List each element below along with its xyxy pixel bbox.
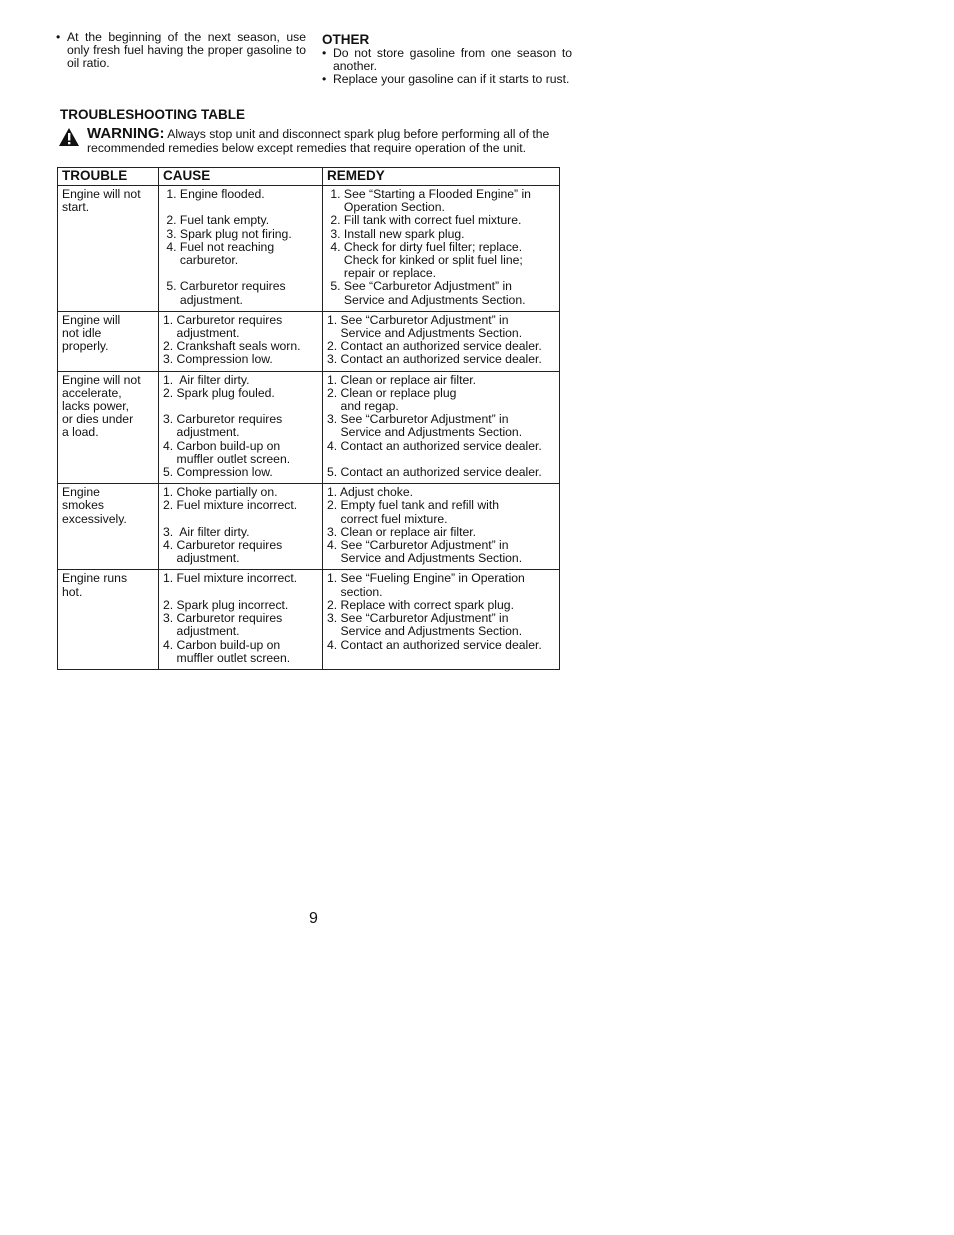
- storage-tip-section: [56, 31, 306, 70]
- cause-cell: [159, 484, 323, 570]
- remedy-line: and regap.: [327, 399, 399, 414]
- trouble-cell: [58, 371, 159, 484]
- remedy-line: 4. Contact an authorized service dealer.: [327, 637, 542, 652]
- remedy-line: 3. Clean or replace air filter.: [327, 524, 477, 539]
- table-row: [58, 570, 560, 669]
- table-row: [58, 186, 560, 312]
- remedy-line: 5. Contact an authorized service dealer.: [327, 465, 542, 480]
- trouble-line: a load.: [62, 425, 99, 440]
- remedy-line: Service and Adjustments Section.: [327, 292, 526, 307]
- warning-label: WARNING:: [87, 125, 165, 142]
- remedy-line: 1. Clean or replace air filter.: [327, 372, 477, 387]
- remedy-line: 1. See “Carburetor Adjustment” in: [327, 312, 509, 327]
- remedy-line: 2. Fill tank with correct fuel mixture.: [327, 213, 522, 228]
- remedy-line: 1. See “Starting a Flooded Engine” in: [327, 187, 531, 201]
- cause-line: adjustment.: [163, 425, 240, 440]
- cause-line: 4. Carburetor requires: [163, 538, 283, 553]
- cause-line: adjustment.: [163, 292, 243, 307]
- remedy-line: repair or replace.: [327, 266, 437, 281]
- remedy-line: Service and Adjustments Section.: [327, 551, 523, 566]
- cause-line: 3. Compression low.: [163, 352, 273, 367]
- cause-line: muffler outlet screen.: [163, 650, 291, 665]
- page-number: 9: [309, 910, 318, 927]
- remedy-line: section.: [327, 584, 383, 599]
- cause-line: 3. Air filter dirty.: [163, 524, 250, 539]
- cause-line: 3. Spark plug not firing.: [163, 226, 292, 241]
- trouble-line: Engine will not: [62, 372, 141, 387]
- table-body: [58, 186, 560, 670]
- trouble-line: lacks power,: [62, 399, 130, 414]
- cause-line: 4. Carbon build-up on: [163, 637, 281, 652]
- cause-line: 1. Choke partially on.: [163, 485, 278, 500]
- cause-cell: [159, 186, 323, 312]
- cause-line: 3. Carburetor requires: [163, 611, 283, 626]
- table-row: [58, 484, 560, 570]
- cause-line: adjustment.: [163, 326, 240, 341]
- cause-line: 2. Spark plug incorrect.: [163, 597, 289, 612]
- other-heading: OTHER: [322, 32, 370, 47]
- remedy-line: 2. Contact an authorized service dealer.: [327, 339, 542, 354]
- remedy-cell: [323, 311, 560, 371]
- trouble-line: Engine will not: [62, 187, 141, 201]
- remedy-cell: [323, 371, 560, 484]
- remedy-line: correct fuel mixture.: [327, 511, 448, 526]
- remedy-cell: [323, 186, 560, 312]
- remedy-line: Service and Adjustments Section.: [327, 425, 523, 440]
- warning-text: Always stop unit and disconnect spark plug before performing all of the recommended remedies below except remedies that require operation of the unit.: [87, 127, 550, 155]
- remedy-line: 5. See “Carburetor Adjustment” in: [327, 279, 512, 294]
- remedy-line: Operation Section.: [327, 200, 445, 215]
- trouble-line: accelerate,: [62, 385, 122, 400]
- cause-line: 4. Fuel not reaching: [163, 239, 275, 254]
- storage-tip-text: • At the beginning of the next season, use only fresh fuel having the proper gasoline to oil ratio.: [56, 31, 306, 70]
- trouble-line: Engine: [62, 485, 100, 500]
- header-remedy: REMEDY: [323, 168, 560, 186]
- cause-line: 5. Carburetor requires: [163, 279, 286, 294]
- cause-line: muffler outlet screen.: [163, 451, 291, 466]
- troubleshooting-title: TROUBLESHOOTING TABLE: [60, 107, 245, 122]
- trouble-line: start.: [62, 200, 90, 215]
- remedy-line: 3. See “Carburetor Adjustment” in: [327, 611, 509, 626]
- other-item: • Do not store gasoline from one season to another.: [322, 47, 572, 73]
- cause-line: 3. Carburetor requires: [163, 412, 283, 427]
- cause-cell: [159, 311, 323, 371]
- cause-line: 5. Compression low.: [163, 465, 273, 480]
- table-row: [58, 371, 560, 484]
- trouble-line: properly.: [62, 339, 109, 354]
- remedy-line: Service and Adjustments Section.: [327, 326, 523, 341]
- cause-line: 4. Carbon build-up on: [163, 438, 281, 453]
- cause-line: carburetor.: [163, 253, 239, 268]
- trouble-line: hot.: [62, 584, 83, 599]
- cause-line: 1. Engine flooded.: [163, 187, 265, 201]
- cause-line: 2. Fuel tank empty.: [163, 213, 270, 228]
- cause-line: [163, 586, 318, 599]
- other-section: [322, 32, 572, 86]
- trouble-line: excessively.: [62, 511, 127, 526]
- cause-line: [163, 513, 318, 526]
- remedy-line: 1. Adjust choke.: [327, 485, 414, 500]
- cause-line: 2. Fuel mixture incorrect.: [163, 498, 298, 513]
- table-row: [58, 311, 560, 371]
- remedy-line: 3. Install new spark plug.: [327, 226, 465, 241]
- trouble-cell: [58, 311, 159, 371]
- warning-triangle-icon: [58, 127, 80, 147]
- remedy-line: 3. Contact an authorized service dealer.: [327, 352, 542, 367]
- remedy-line: 4. Check for dirty fuel filter; replace.: [327, 239, 523, 254]
- cause-line: 2. Crankshaft seals worn.: [163, 339, 301, 354]
- trouble-line: smokes: [62, 498, 104, 513]
- cause-line: 2. Spark plug fouled.: [163, 385, 275, 400]
- trouble-line: Engine runs: [62, 571, 128, 586]
- cause-cell: [159, 570, 323, 669]
- header-trouble: TROUBLE: [58, 168, 159, 186]
- trouble-cell: [58, 186, 159, 312]
- table-header-row: [58, 168, 560, 186]
- remedy-line: Check for kinked or split fuel line;: [327, 253, 523, 268]
- cause-cell: [159, 371, 323, 484]
- header-cause: CAUSE: [159, 168, 323, 186]
- trouble-cell: [58, 484, 159, 570]
- trouble-line: not idle: [62, 326, 102, 341]
- remedy-line: 2. Replace with correct spark plug.: [327, 597, 514, 612]
- cause-line: adjustment.: [163, 624, 240, 639]
- remedy-line: 2. Empty fuel tank and refill with: [327, 498, 500, 513]
- cause-line: 1. Carburetor requires: [163, 312, 283, 327]
- remedy-line: 1. See “Fueling Engine” in Operation: [327, 571, 525, 586]
- warning-notice: [58, 127, 563, 155]
- remedy-line: 2. Clean or replace plug: [327, 385, 457, 400]
- cause-line: 1. Fuel mixture incorrect.: [163, 571, 298, 586]
- cause-line: adjustment.: [163, 551, 240, 566]
- cause-line: 1. Air filter dirty.: [163, 372, 250, 387]
- remedy-line: Service and Adjustments Section.: [327, 624, 523, 639]
- remedy-line: 4. See “Carburetor Adjustment” in: [327, 538, 509, 553]
- other-item: • Replace your gasoline can if it starts to rust.: [322, 73, 572, 86]
- remedy-cell: [323, 484, 560, 570]
- troubleshooting-table: [57, 167, 560, 670]
- trouble-line: or dies under: [62, 412, 134, 427]
- trouble-line: Engine will: [62, 312, 121, 327]
- trouble-cell: [58, 570, 159, 669]
- remedy-cell: [323, 570, 560, 669]
- remedy-line: 3. See “Carburetor Adjustment” in: [327, 412, 509, 427]
- remedy-line: 4. Contact an authorized service dealer.: [327, 438, 542, 453]
